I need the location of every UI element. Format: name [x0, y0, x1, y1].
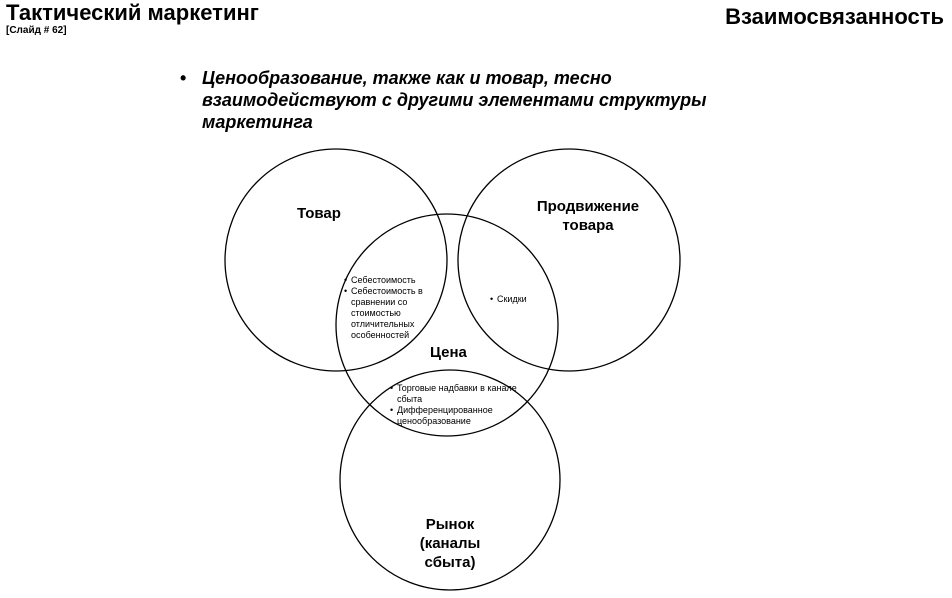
section-title: Взаимосвязанность [725, 4, 944, 29]
promotion-price-overlap-list [490, 294, 560, 305]
list-item: • Себестоимость в сравнении со стоимостью отличительных особенностей [344, 286, 438, 341]
list-item: • Скидки [490, 294, 560, 305]
list-item: • Торговые надбавки в канале сбыта [390, 383, 520, 405]
slide-title: Тактический маркетинг [6, 0, 259, 25]
list-item: • Дифференцированное ценообразование [390, 405, 520, 427]
promotion-circle [458, 149, 680, 371]
list-item: • Себестоимость [344, 275, 438, 286]
main-bullet-text: Ценообразование, также как и товар, тесно взаимодействуют с другими элементами структуры маркетинга [202, 68, 707, 132]
product-label: Товар [297, 205, 341, 222]
bullet-icon: • [180, 68, 187, 88]
promotion-label: Продвижение товара [536, 198, 640, 234]
slide-number: [Слайд # 62] [6, 25, 67, 36]
price-label: Цена [430, 344, 467, 361]
price-market-overlap-list [390, 383, 520, 427]
market-label: Рынок (каналы сбыта) [419, 516, 481, 571]
product-price-overlap-list [344, 275, 438, 341]
